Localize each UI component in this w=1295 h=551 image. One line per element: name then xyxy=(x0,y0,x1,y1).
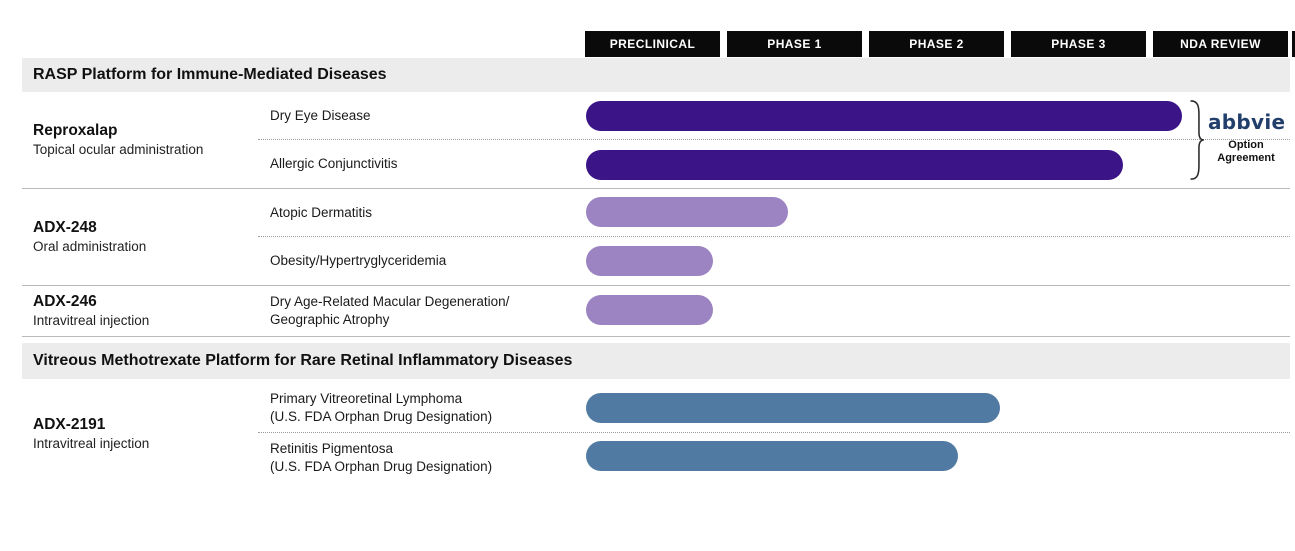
drug-name: Reproxalap xyxy=(33,122,118,139)
drug-label-reproxalap xyxy=(33,92,203,188)
group-divider xyxy=(22,336,1290,337)
group-divider xyxy=(22,188,1290,189)
progress-bar-dry-eye-disease xyxy=(586,101,1182,131)
progress-bar-obesity xyxy=(586,246,713,276)
section-title-rasp-platform: RASP Platform for Immune-Mediated Diseases xyxy=(22,58,1290,92)
progress-bar-dry-amd xyxy=(586,295,713,325)
indication-line2: (U.S. FDA Orphan Drug Designation) xyxy=(270,409,493,424)
curly-brace xyxy=(1189,99,1205,181)
drug-name: ADX-2191 xyxy=(33,416,106,433)
drug-label-adx-246 xyxy=(33,285,149,336)
drug-route: Oral administration xyxy=(33,238,147,254)
option-agreement-line2: Agreement xyxy=(1217,152,1275,164)
drug-route: Intravitreal injection xyxy=(33,436,150,451)
indication-line2: Geographic Atrophy xyxy=(270,311,390,327)
indication-line2: (U.S. FDA Orphan Drug Designation) xyxy=(270,459,493,474)
indication-label: Dry Eye Disease xyxy=(270,108,371,123)
drug-name: ADX-246 xyxy=(33,292,97,310)
abbvie-logo: abbvie xyxy=(1208,110,1286,134)
indication-dry-amd-geographic-atrophy xyxy=(270,285,580,336)
progress-bar-pvrl xyxy=(586,393,1000,423)
indication-allergic-conjunctivitis xyxy=(270,140,580,188)
indication-line1: Dry Age-Related Macular Degeneration/ xyxy=(270,293,510,309)
indication-dry-eye-disease xyxy=(270,92,580,140)
indication-label: Obesity/Hypertryglyceridemia xyxy=(270,253,447,268)
indication-primary-vitreoretinal-lymphoma xyxy=(270,384,580,432)
drug-label-adx-2191 xyxy=(33,384,149,484)
drug-route: Intravitreal injection xyxy=(33,312,150,328)
group-divider xyxy=(22,285,1290,286)
drug-route: Topical ocular administration xyxy=(33,142,204,157)
indication-obesity-hypertryglyceridemia xyxy=(270,237,580,285)
indication-line1: Retinitis Pigmentosa xyxy=(270,441,394,456)
phase-header-phase3: PHASE 3 xyxy=(1011,31,1146,57)
indication-atopic-dermatitis xyxy=(270,188,580,237)
indication-label: Atopic Dermatitis xyxy=(270,204,373,220)
indication-label: Allergic Conjunctivitis xyxy=(270,156,398,171)
progress-bar-allergic-conjunctivitis xyxy=(586,150,1123,180)
progress-bar-retinitis-pigmentosa xyxy=(586,441,958,471)
phase-header-phase1: PHASE 1 xyxy=(727,31,862,57)
option-agreement-line1: Option xyxy=(1228,139,1264,151)
phase-header-preclinical: PRECLINICAL xyxy=(585,31,720,57)
progress-bar-atopic-dermatitis xyxy=(586,197,788,227)
option-agreement-note xyxy=(1204,139,1288,165)
drug-label-adx-248 xyxy=(33,188,146,285)
section-title-vitreous-methotrexate-platform: Vitreous Methotrexate Platform for Rare Retinal Inflammatory Diseases xyxy=(22,343,1290,379)
phase-header-nda-review: NDA REVIEW xyxy=(1153,31,1288,57)
indication-line1: Primary Vitreoretinal Lymphoma xyxy=(270,391,463,406)
drug-name: ADX-248 xyxy=(33,218,97,236)
phase-header-phase2: PHASE 2 xyxy=(869,31,1004,57)
indication-retinitis-pigmentosa xyxy=(270,432,580,484)
